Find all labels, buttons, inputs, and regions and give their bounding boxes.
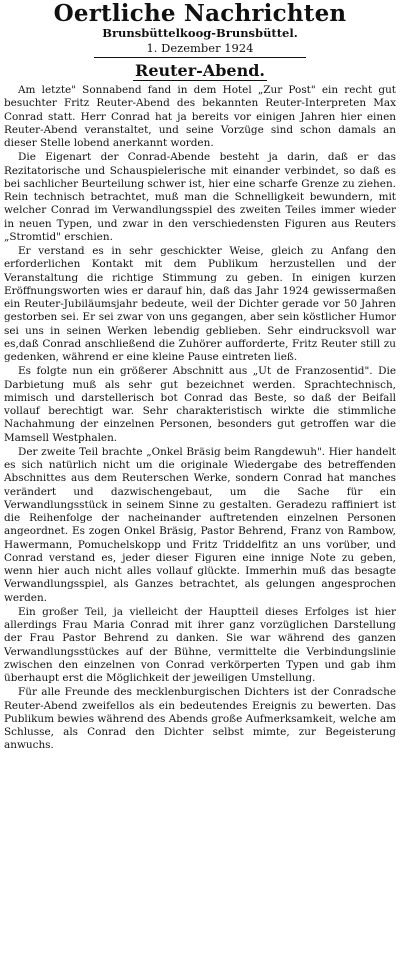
- section-heading: Oertliche Nachrichten: [53, 0, 347, 27]
- date-line: 1. Dezember 1924: [146, 41, 254, 55]
- article-title-text: Reuter-Abend.: [135, 61, 265, 80]
- article-paragraph-4: Es folgte nun ein größerer Abschnitt aus „Ut de Franzosentid". Die Darbietung muß als sehr gut bezeichnet werden. Sprachtechnisch, mimisch und darstellerisch bot Conrad das Beste, so daß der Beifall vollauf berechtigt war. Sehr charakteristisch wirkte die stimmliche Nachahmung der einzelnen Personen, besonders gut getroffen war die Mamsell Westphalen.: [4, 365, 396, 444]
- article-paragraph-3: Er verstand es in sehr geschickter Weise, gleich zu Anfang den erforderlichen Kontakt mit dem Publikum herzustellen und der Veranstaltung die richtige Stimmung zu geben. In einigen kurzen Eröffnungsworten wies er darauf hin, daß das Jahr 1924 gewissermaßen ein Reuter-Jubiläumsjahr bedeute, weil der Dichter gerade vor 50 Jahren gestorben sei. Er sei zwar von uns gegangen, aber sein köstlicher Humor sei uns in seinen Werken lebendig geblieben. Sehr eindrucksvoll war es,daß Conrad anschließend die Zuhörer aufforderte, Fritz Reuter still zu gedenken, während er eine kleine Pause eintreten ließ.: [4, 245, 396, 363]
- article-paragraph-5: Der zweite Teil brachte „Onkel Bräsig beim Rangdewuh". Hier handelt es sich natürlich nicht um die originale Wiedergabe des betreffenden Abschnittes aus dem Reuterschen Werke, sondern Conrad hat manches verändert und dazwischengebaut, um die Sache für ein Verwandlungsstück in seinem Sinne zu gestalten. Geradezu raffiniert ist die Reihenfolge der nacheinander auftretenden einzelnen Personen angeordnet. Es zogen Onkel Bräsig, Pastor Behrend, Franz von Rambow, Hawermann, Pomuchelskopp und Fritz Triddelfitz an uns vorüber, und Conrad verstand es, jeder dieser Figuren eine innige Note zu geben, wenn hier auch nicht alles vollauf glückte. Immerhin muß das besagte Verwandlungsspiel, als Ganzes betrachtet, als gelungen angesprochen werden.: [4, 445, 396, 604]
- place-line: Brunsbüttelkoog-Brunsbüttel.: [102, 26, 298, 40]
- article-paragraph-7: Für alle Freunde des mecklenburgischen Dichters ist der Conradsche Reuter-Abend zweifellos als ein bedeutendes Ereignis zu bewerten. Das Publikum bewies während des Abends große Aufmerksamkeit, welche am Schlusse, als Conrad den Dichter selbst mimte, zur Begeisterung anwuchs.: [4, 686, 396, 752]
- article-paragraph-1: Am letzte" Sonnabend fand in dem Hotel „Zur Post" ein recht gut besuchter Fritz Reuter-Abend des bekannten Reuter-Interpreten Max Conrad statt. Herr Conrad hat ja bereits vor einigen Jahren hier einen Reuter-Abend veranstaltet, und seine Vorzüge sind schon damals an dieser Stelle lobend anerkannt worden.: [4, 84, 396, 149]
- masthead: [4, 0, 396, 55]
- article-paragraph-6: Ein großer Teil, ja vielleicht der Hauptteil dieses Erfolges ist hier allerdings Frau Maria Conrad mit ihrer ganz vorzüglichen Darstellung der Frau Pastor Behrend zu danken. Sie war während des ganzen Verwandlungsstückes auf der Bühne, vermittelte die Verbindungslinie zwischen den einzelnen von Conrad verkörperten Typen und gab ihm überhaupt erst die Möglichkeit der jeweiligen Umstellung.: [4, 605, 396, 684]
- divider: [94, 57, 306, 58]
- article-body: [4, 84, 396, 753]
- article-title: [4, 61, 396, 80]
- article-paragraph-2: Die Eigenart der Conrad-Abende besteht ja darin, daß er das Rezitatorische und Schauspielerische mit einander verbindet, so daß es bei sachlicher Beurteilung schwer ist, hier eine scharfe Grenze zu ziehen. Rein technisch betrachtet, muß man die Schnelligkeit bewundern, mit welcher Conrad im Verwandlungsspiel des zweiten Teiles immer wieder in neuen Typen, und zwar in den verschiedensten Figuren aus Reuters „Stromtid" erschien.: [4, 151, 396, 243]
